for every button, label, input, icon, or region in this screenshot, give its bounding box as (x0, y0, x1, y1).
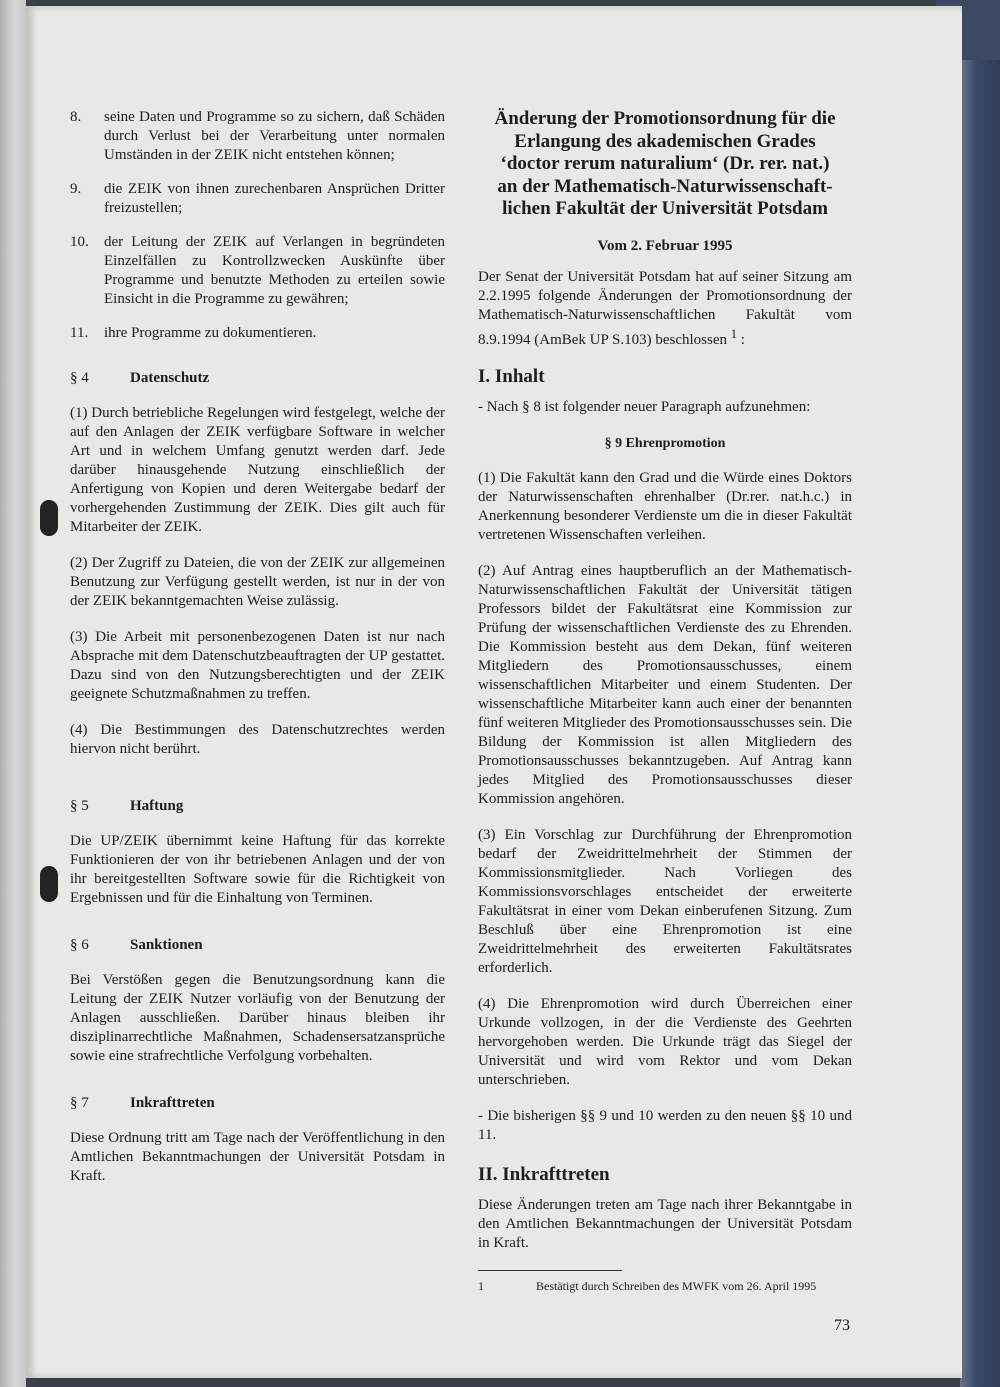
section-heading-6 (70, 936, 445, 955)
paragraph: Die UP/ZEIK übernimmt keine Haftung für das korrekte Funktionieren der von ihr betriebenen Anlagen und der von ihr bereitgestellten Software sowie für die Richtigkeit von Ergebnissen und für die Einhaltung von Terminen. (70, 833, 445, 906)
paragraph: Bei Verstößen gegen die Benutzungsordnung kann die Leitung der ZEIK Nutzer vorläufig von der Benutzung der Anlagen ausschließen. Darüber hinaus bleiben ihr disziplinarrechtliche Maßnahmen, Schadensersatzansprüche sowie eine strafrechtliche Verfolgung vorbehalten. (70, 972, 445, 1064)
list-item (70, 108, 445, 165)
footnote-ref: 1 (730, 326, 738, 341)
section-symbol: § 4 (70, 370, 89, 386)
punch-hole (40, 866, 58, 902)
paragraph: - Nach § 8 ist folgender neuer Paragraph aufzunehmen: (478, 398, 811, 415)
footnote (478, 1277, 852, 1296)
section-symbol: § 5 (70, 798, 89, 814)
paragraph: Diese Änderungen treten am Tage nach ihrer Bekanntgabe in den Amtlichen Bekanntmachungen der Universität Potsdam in Kraft. (478, 1196, 852, 1251)
heading-inhalt: I. Inhalt (478, 365, 545, 387)
paragraph: (1) Die Fakultät kann den Grad und die Würde eines Doktors der Naturwissenschaften ehrenhalber (Dr.rer. nat.h.c.) in Anerkennung besonderer Verdienste um die in dieser Fakultät vertretenen Wissenschaften verleihen. (478, 469, 852, 543)
title-line: lichen Fakultät der Universität Potsdam (502, 198, 828, 219)
paragraph: (3) Die Arbeit mit personenbezogenen Daten ist nur nach Absprache mit dem Datenschutzbeauftragten der UP gestattet. Dazu sind von den Nutzungsberechtigten und der ZEIK geeignete Schutzmaßnahmen zu treffen. (70, 629, 445, 702)
right-column (478, 108, 852, 1296)
paragraph: Diese Ordnung tritt am Tage nach der Veröffentlichung in den Amtlichen Bekanntmachungen der Universität Potsdam in Kraft. (70, 1130, 445, 1184)
document-date: Vom 2. Februar 1995 (597, 237, 733, 254)
paragraph: - Die bisherigen §§ 9 und 10 werden zu den neuen §§ 10 und 11. (478, 1107, 852, 1143)
binder-cover-right (960, 0, 1000, 1387)
item-text: der Leitung der ZEIK auf Verlangen in begründeten Einzelfällen zu Kontrollzwecken Auskünfte über Programme und benutzte Methoden zu erteilen sowie Einsicht in die Programme zu gewähren; (104, 234, 445, 307)
section-heading-7 (70, 1094, 445, 1113)
title-line: ‘doctor rerum naturalium‘ (Dr. rer. nat.) (500, 153, 830, 174)
paragraph: (2) Der Zugriff zu Dateien, die von der ZEIK zur allgemeinen Benutzung zur Verfügung gestellt werden, ist nur in der von der ZEIK bekanntgemachten Weise zulässig. (70, 555, 445, 609)
section-heading-9: § 9 Ehrenpromotion (604, 435, 726, 451)
title-line: an der Mathematisch-Naturwissenschaft- (497, 175, 833, 197)
item-number: 10. (70, 234, 89, 250)
paragraph: (4) Die Bestimmungen des Datenschutzrechtes werden hiervon nicht berührt. (70, 722, 445, 757)
section-heading-4 (70, 369, 445, 388)
section-title: Sanktionen (130, 937, 203, 953)
list-item (70, 180, 445, 218)
document-title (478, 108, 852, 221)
item-number: 8. (70, 109, 82, 125)
paragraph: (2) Auf Antrag eines hauptberuflich an der Mathematisch-Naturwissenschaftlichen Fakultät der Universität tätigen Professors bildet der Fakultätsrat eine Kommission zur Prüfung der wissenschaftlichen Verdienste des zu Ehrenden. Die Kommission besteht aus dem Dekan, fünf weiteren Mitgliedern des Promotionsausschusses, einem wissenschaftlichen Mitarbeiter und einem Studenten. Der wissenschaftliche Mitarbeiter kann auch einer der benannten fünf weiteren Mitglieder des Promotionsausschusses sein. Die Bildung der Kommission ist allen Mitgliedern des Promotionsausschusses bekanntzugeben. Auf Antrag kann jedes Mitglied des Promotionsausschusses dieser Kommission angehören. (478, 562, 852, 807)
paragraph: (1) Durch betriebliche Regelungen wird festgelegt, welche der auf den Anlagen der ZEIK verfügbare Software in welcher Art und in welchem Umfang genutzt werden darf. Jede darüber hinausgehende Nutzung einschließlich der Anfertigung von Kopien und deren Weitergabe bedarf der vorhergehenden Zustimmung der ZEIK. Dies gilt auch für Mitarbeiter der ZEIK. (70, 405, 445, 535)
heading-inkrafttreten: II. Inkrafttreten (478, 1163, 610, 1185)
item-number: 11. (70, 325, 89, 341)
section-heading-5 (70, 797, 445, 816)
intro-end: : (737, 331, 745, 348)
list-item (70, 324, 445, 343)
intro-paragraph (478, 268, 852, 350)
section-symbol: § 7 (70, 1095, 89, 1111)
item-text: seine Daten und Programme so zu sichern, daß Schäden durch Verlust bei der Verarbeitung unter normalen Umständen in der ZEIK nicht entstehen können; (104, 109, 445, 163)
footnote-text: Bestätigt durch Schreiben des MWFK vom 26. April 1995 (536, 1278, 817, 1293)
section-symbol: § 6 (70, 937, 89, 953)
title-line: Erlangung des akademischen Grades (514, 130, 816, 152)
binder-spine-left (0, 0, 26, 1387)
page-number: 73 (834, 1317, 850, 1334)
list-item (70, 233, 445, 309)
footnote-number: 1 (478, 1278, 484, 1293)
left-column (70, 108, 445, 1203)
intro-text: Der Senat der Universität Potsdam hat auf seiner Sitzung am 2.2.1995 folgende Änderungen der Promotionsordnung der Mathematisch-Naturwissenschaftlichen Fakultät vom 8.9.1994 (AmBek UP S.103) beschlossen (478, 268, 852, 348)
footnote-divider (478, 1270, 622, 1271)
section-title: Haftung (130, 798, 184, 814)
section-title: Datenschutz (130, 370, 210, 386)
title-line: Änderung der Promotionsordnung für die (494, 108, 836, 129)
paragraph: (3) Ein Vorschlag zur Durchführung der Ehrenpromotion bedarf der Zweidrittelmehrheit der Stimmen der Kommissionsmitglieder. Nach Vorliegen des Kommissionsvorschlages entscheidet der erweiterte Fakultätsrat in einer vom Dekan einberufenen Sitzung. Zum Beschluß über eine Ehrenpromotion ist eine Zweidrittelmehrheit des erweiterten Fakultätsrates erforderlich. (478, 826, 852, 976)
punch-hole (40, 500, 58, 536)
item-number: 9. (70, 181, 82, 197)
paragraph: (4) Die Ehrenpromotion wird durch Überreichen einer Urkunde vollzogen, in der die Verdienste des Geehrten hervorgehoben werden. Die Urkunde trägt das Siegel der Universität und wird vom Rektor und vom Dekan unterschrieben. (478, 995, 852, 1088)
section-title: Inkrafttreten (130, 1095, 215, 1111)
item-text: ihre Programme zu dokumentieren. (104, 325, 317, 341)
item-text: die ZEIK von ihnen zurechenbaren Ansprüchen Dritter freizustellen; (104, 181, 445, 216)
